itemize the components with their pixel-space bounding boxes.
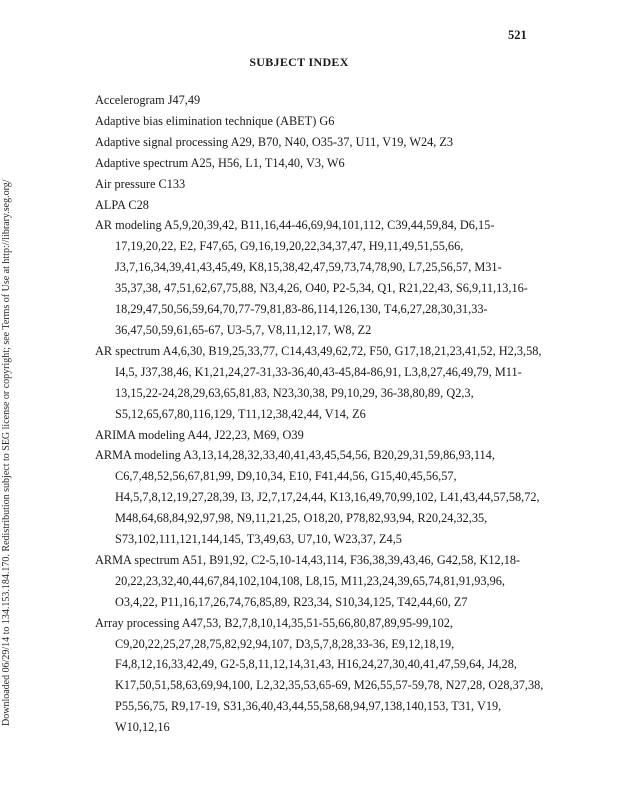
index-entry-accelerogram: Accelerogram J47,49 — [95, 93, 201, 107]
index-entry-arima-modeling: ARIMA modeling A44, J22,23, M69, O39 — [95, 427, 304, 442]
index-entry-adaptive-bias: Adaptive bias elimination technique (ABET) G6 — [95, 113, 335, 128]
page-title: SUBJECT INDEX — [249, 55, 349, 69]
index-entry-adaptive-spectrum: Adaptive spectrum A25, H56, L1, T14,40, V3, W6 — [95, 155, 345, 170]
index-entry-array-processing: Array processing A47,53, B2,7,8,10,14,35,51-55,66,80,87,89,95-99,102, C9,20,22,25,27,28,75,82,92,94,107, D3,5,7,8,28,33-36, E9,12,18,19, F4,8,12,16,33,42,49, G2-5,8,11,12,14,31,43, H16,24,27,30,40,41,47,59,64, J4,28, K17,50,51,58,63,69,94,100, L2,32,35,53,65-69, M26,55,57-59,78, N27,28, O28,37,38, P55,56,75, R9,17-19, S31,36,40,43,44,55,58,68,94,97,138,140,153, T31, V19, W10,12,16 — [95, 615, 544, 735]
index-entry-air-pressure: Air pressure C133 — [95, 176, 186, 191]
page-number: 521 — [508, 28, 527, 42]
index-entry-adaptive-signal-processing: Adaptive signal processing A29, B70, N40, O35-37, U11, V19, W24, Z3 — [95, 134, 454, 149]
index-entry-alpa: ALPA C28 — [95, 197, 149, 212]
index-entry-ar-modeling: AR modeling A5,9,20,39,42, B11,16,44-46,69,94,101,112, C39,44,59,84, D6,15-17,19,20,22, E2, F47,65, G9,16,19,20,22,34,37,47, H9,11,49,51,55,66, J3,7,16,34,39,41,43,45,49, K8,15,38,42,47,59,73,74,78,90, L7,25,56,57, M31-35,37,38, 47,51,62,67,75,88, N3,4,26, O40, P2-5,34, Q1, R21,22,43, S6,9,11,13,16-18,29,47,50,56,59,64,70,77-79,81,83-86,114,126,130, T4,6,27,28,30,31,33-36,47,50,59,61,65-67, U3-5,7, V8,11,12,17, W8, Z2 — [95, 218, 528, 337]
subject-index-list — [95, 90, 545, 738]
index-entry-arma-spectrum: ARMA spectrum A51, B91,92, C2-5,10-14,43,114, F36,38,39,43,46, G42,58, K12,18-20,22,23,32,40,44,67,84,102,104,108, L8,15, M11,23,24,39,65,74,81,91,93,96, O3,4,22, P11,16,17,26,74,76,85,89, R23,34, S10,34,125, T42,44,60, Z7 — [95, 552, 521, 609]
index-entry-ar-spectrum: AR spectrum A4,6,30, B19,25,33,77, C14,43,49,62,72, F50, G17,18,21,23,41,52, H2,3,58, I4,5, J37,38,46, K1,21,24,27-31,33-36,40,43-45,84-86,91, L3,8,27,46,49,79, M11-13,15,22-24,28,29,63,65,81,83, N23,30,38, P9,10,29, 36-38,80,89, Q2,3, S5,12,65,67,80,116,129, T11,12,38,42,44, V14, Z6 — [95, 343, 542, 421]
download-notice: Downloaded 06/29/14 to 134.153.184.170. Redistribution subject to SEG license or copyright; see Terms of Use at http://library.seg.org/ — [1, 179, 12, 726]
index-entry-arma-modeling: ARMA modeling A3,13,14,28,32,33,40,41,43,45,54,56, B20,29,31,59,86,93,114, C6,7,48,52,56,67,81,99, D9,10,34, E10, F41,44,56, G15,40,45,56,57, H4,5,7,8,12,19,27,28,39, I3, J2,7,17,24,44, K13,16,49,70,99,102, L41,43,44,57,58,72, M48,64,68,84,92,97,98, N9,11,21,25, O18,20, P78,82,93,94, R20,24,32,35, S73,102,111,121,144,145, T3,49,63, U7,10, W23,37, Z4,5 — [95, 448, 540, 547]
